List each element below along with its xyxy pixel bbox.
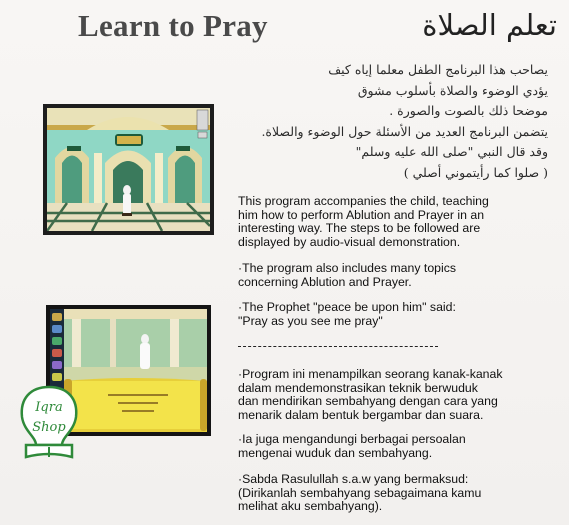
english-paragraph-1: [238, 195, 553, 249]
text-line: This program accompanies the child, teaching: [238, 194, 489, 208]
text-line: dalam mendemonstrasikan teknik berwuduk: [238, 380, 478, 395]
text-line: him how to perform Ablution and Prayer in an: [238, 207, 485, 222]
text-line: ·Ia juga mengandungi berbagai persoalan: [238, 432, 466, 446]
arabic-line: يؤدي الوضوء والصلاة بأسلوب مشوق: [357, 82, 548, 98]
text-line: concerning Ablution and Prayer.: [238, 274, 412, 289]
arabic-description: [232, 60, 548, 183]
english-paragraph-2: [238, 262, 553, 289]
text-line: (Dirikanlah sembahyang sebagaimana kamu: [238, 485, 482, 500]
text-line: mengenai wuduk dan sembahyang.: [238, 445, 433, 460]
text-line: ·Sabda Rasulullah s.a.w yang bermaksud:: [238, 472, 469, 486]
text-line: interesting way. The steps to be followed are: [238, 221, 481, 236]
malay-paragraph-3: [238, 473, 553, 514]
text-line: ·The Prophet "peace be upon him" said:: [238, 300, 456, 314]
iqra-shop-logo: [18, 385, 80, 467]
program-screenshot-mosque: [43, 104, 214, 235]
text-line: "Pray as you see me pray": [238, 313, 383, 328]
section-divider: [238, 346, 438, 347]
text-line: dan mendirikan sembahyang dengan cara yang: [238, 394, 498, 409]
text-line: menarik dalam bentuk bergambar dan suara.: [238, 407, 484, 422]
text-line: displayed by audio-visual demonstration.: [238, 234, 461, 249]
english-paragraph-3: [238, 301, 553, 328]
page-title-arabic: تعلم الصلاة: [422, 8, 557, 42]
arabic-line: وقد قال النبي "صلى الله عليه وسلم": [355, 144, 548, 159]
arabic-line: موضحا ذلك بالصوت والصورة .: [389, 103, 548, 118]
page-title: Learn to Pray: [78, 8, 268, 43]
text-line: ·The program also includes many topics: [238, 261, 457, 275]
badge-text-shop: Shop: [32, 420, 66, 435]
text-line: melihat aku sembahyang).: [238, 499, 383, 514]
malay-paragraph-2: [238, 433, 553, 460]
arabic-line: يتضمن البرنامج العديد من الأسئلة حول الوضوء والصلاة.: [261, 123, 548, 139]
arabic-line: ( صلوا كما رأيتموني أصلي ): [403, 164, 548, 180]
mosque-illustration: [47, 108, 210, 231]
badge-text-iqra: Iqra: [35, 400, 63, 415]
arabic-line: يصاحب هذا البرنامج الطفل معلما إياه كيف: [328, 62, 548, 77]
malay-paragraph-1: [238, 368, 553, 422]
text-line: ·Program ini menampilkan seorang kanak-kanak: [238, 367, 503, 381]
